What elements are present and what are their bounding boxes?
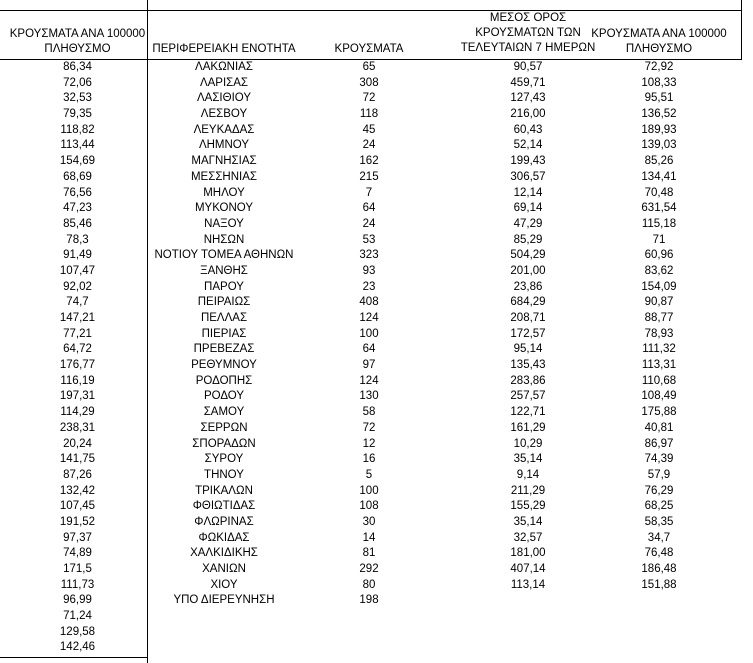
seven-day-average-cell: 60,43: [513, 123, 543, 136]
cases-cell: 58: [362, 406, 376, 419]
table-row: [0, 342, 753, 358]
table-row: [0, 327, 753, 343]
table-row: [0, 562, 753, 578]
table-row: [0, 154, 753, 170]
cases-cell: 100: [359, 484, 379, 497]
cases-cell: 64: [362, 343, 376, 356]
regional-unit-cell: ΧΑΛΚΙΔΙΚΗΣ: [190, 547, 258, 560]
cases-per-100k-right-cell: 76,48: [644, 547, 674, 560]
cases-cell: 108: [359, 500, 379, 513]
cases-cell: 7: [365, 186, 373, 199]
table-row: [0, 107, 753, 123]
cases-per-100k-left-cell: 113,44: [60, 139, 95, 152]
cases-per-100k-left-cell: 238,31: [59, 421, 96, 434]
cases-per-100k-left-cell: 141,75: [59, 453, 96, 466]
header-7-day-average-line3: ΤΕΛΕΥΤΑΙΩΝ 7 ΗΜΕΡΩΝ: [460, 42, 596, 54]
cases-per-100k-left-cell: 197,31: [59, 390, 96, 403]
cases-per-100k-right-cell: 74,39: [644, 453, 674, 466]
cases-per-100k-left-cell: 77,21: [63, 327, 92, 340]
table-body: [0, 60, 753, 656]
seven-day-average-cell: 199,43: [510, 155, 546, 168]
cases-per-100k-left-cell: 68,69: [63, 170, 92, 183]
table-row: [0, 123, 753, 139]
regional-unit-cell: ΣΠΟΡΑΔΩΝ: [192, 437, 256, 450]
cases-per-100k-right-cell: 108,33: [641, 76, 677, 89]
cases-cell: 97: [362, 359, 376, 372]
cases-per-100k-left-cell: 74,7: [66, 296, 89, 309]
table-row: [0, 76, 753, 92]
cases-cell: 80: [362, 578, 376, 591]
regional-unit-cell: ΡΟΔΟΠΗΣ: [195, 374, 253, 387]
cases-per-100k-left-cell: 147,21: [59, 312, 96, 324]
seven-day-average-cell: 257,57: [510, 390, 546, 403]
cases-per-100k-right-cell: 175,88: [641, 406, 677, 419]
table-row: [0, 264, 753, 280]
seven-day-average-cell: 12,14: [513, 186, 543, 199]
cases-cell: 16: [362, 453, 376, 466]
cases-per-100k-right-cell: 186,48: [641, 563, 677, 575]
regional-unit-cell: ΠΕΙΡΑΙΩΣ: [197, 296, 251, 309]
table-row: [0, 405, 753, 421]
table-row: [0, 640, 753, 656]
cases-per-100k-left-cell: 20,24: [63, 437, 92, 450]
cases-per-100k-right-cell: 86,97: [644, 437, 674, 450]
regional-unit-cell: ΛΑΡΙΣΑΣ: [199, 76, 249, 89]
cases-cell: 124: [359, 374, 379, 387]
cases-per-100k-left-cell: 111,73: [60, 578, 95, 591]
table-row: [0, 421, 753, 437]
cases-per-100k-right-cell: 189,93: [641, 123, 677, 136]
seven-day-average-cell: 32,57: [513, 531, 543, 544]
cases-cell: 130: [359, 390, 379, 403]
regional-unit-cell: ΦΩΚΙΔΑΣ: [198, 531, 250, 544]
regional-unit-cell: ΛΑΣΙΘΙΟΥ: [196, 92, 252, 105]
regional-unit-cell: ΝΑΞΟΥ: [204, 217, 244, 230]
regional-unit-cell: ΝΗΣΩΝ: [203, 233, 245, 246]
seven-day-average-cell: 306,57: [510, 170, 546, 183]
table-row: [0, 138, 753, 154]
regional-unit-cell: ΤΡΙΚΑΛΩΝ: [195, 484, 253, 497]
cases-per-100k-right-cell: 57,9: [647, 468, 671, 481]
cases-per-100k-left-cell: 76,56: [63, 186, 92, 199]
cases-per-100k-right-cell: 90,87: [644, 296, 674, 309]
cases-cell: 308: [359, 76, 379, 89]
seven-day-average-cell: 504,29: [510, 249, 546, 262]
seven-day-average-cell: 684,29: [510, 296, 546, 309]
cases-per-100k-left-cell: 107,47: [59, 264, 96, 277]
regional-unit-cell: ΣΥΡΟΥ: [204, 453, 244, 466]
seven-day-average-cell: 208,71: [510, 312, 546, 324]
cases-per-100k-left-cell: 97,37: [63, 531, 92, 544]
cases-per-100k-right-cell: 115,18: [641, 217, 677, 230]
cases-per-100k-right-cell: 34,7: [647, 531, 671, 544]
cases-per-100k-right-cell: 108,49: [641, 390, 677, 403]
seven-day-average-cell: 90,57: [513, 61, 543, 73]
cases-per-100k-right-cell: 70,48: [644, 186, 674, 199]
cases-cell: 323: [359, 249, 379, 262]
header-regional-unit: [148, 42, 300, 57]
seven-day-average-cell: 113,14: [510, 578, 546, 591]
cases-per-100k-right-cell: 72,92: [644, 61, 674, 73]
table-row: [0, 186, 753, 202]
cases-per-100k-left-cell: 78,3: [66, 233, 89, 246]
regional-unit-cell: ΣΕΡΡΩΝ: [200, 421, 248, 434]
cases-per-100k-right-cell: 85,26: [644, 155, 674, 168]
header-cases-text: ΚΡΟΥΣΜΑΤΑ: [334, 43, 404, 55]
cases-per-100k-left-cell: 96,99: [63, 594, 92, 607]
cases-per-100k-right-cell: 154,09: [641, 280, 677, 293]
seven-day-average-cell: 122,71: [510, 406, 546, 419]
cases-cell: 72: [362, 92, 376, 105]
cases-per-100k-left-cell: 87,26: [63, 468, 92, 481]
regional-unit-cell: ΧΑΝΙΩΝ: [202, 563, 246, 575]
header-cases-per-100k-left-line1: ΚΡΟΥΣΜΑΤΑ ΑΝΑ 100000: [9, 28, 146, 40]
table-row: [0, 358, 753, 374]
seven-day-average-cell: 35,14: [513, 515, 543, 528]
table-row: [0, 593, 753, 609]
cases-cell: 72: [362, 421, 376, 434]
cases-per-100k-right-cell: 95,51: [644, 92, 674, 105]
table-row: [0, 531, 753, 547]
regional-unit-cell: ΛΕΣΒΟΥ: [200, 108, 248, 121]
cases-per-100k-left-cell: 118,82: [60, 123, 95, 136]
cases-cell: 30: [362, 515, 376, 528]
cases-per-100k-left-cell: 79,35: [63, 108, 92, 121]
regional-unit-cell: ΡΕΘΥΜΝΟΥ: [191, 359, 257, 372]
cases-per-100k-right-cell: 111,32: [642, 343, 676, 356]
seven-day-average-cell: 85,29: [513, 233, 543, 246]
cases-per-100k-left-cell: 171,5: [63, 563, 92, 575]
regional-unit-cell: ΞΑΝΘΗΣ: [200, 264, 248, 277]
cases-cell: 81: [362, 547, 376, 560]
regional-unit-cell: ΡΟΔΟΥ: [203, 390, 245, 403]
cases-cell: 45: [362, 123, 376, 136]
cases-per-100k-right-cell: 88,77: [644, 312, 674, 324]
cases-per-100k-left-cell: 91,49: [63, 249, 92, 262]
cases-per-100k-right-cell: 76,29: [644, 484, 674, 497]
cases-cell: 100: [359, 327, 379, 340]
cases-cell: 5: [365, 468, 373, 481]
left-column-bottom-border: [0, 657, 148, 658]
table-row: [0, 60, 753, 76]
seven-day-average-cell: 9,14: [516, 468, 540, 481]
cases-per-100k-right-cell: 83,62: [644, 264, 674, 277]
cases-cell: 53: [362, 233, 376, 246]
table-row: [0, 468, 753, 484]
table-row: [0, 499, 753, 515]
top-border: [0, 10, 742, 11]
seven-day-average-cell: 47,29: [513, 217, 543, 230]
regional-unit-cell: ΜΕΣΣΗΝΙΑΣ: [190, 170, 258, 183]
seven-day-average-cell: 407,14: [510, 563, 546, 575]
header-cases-per-100k-left-line2: ΠΛΗΘΥΣΜΟ: [44, 43, 111, 55]
cases-per-100k-right-cell: 139,03: [641, 139, 677, 152]
seven-day-average-cell: 459,71: [510, 76, 546, 89]
cases-per-100k-left-cell: 116,19: [60, 374, 95, 387]
regional-unit-cell: ΜΥΚΟΝΟΥ: [194, 202, 254, 215]
cases-cell: 14: [362, 531, 376, 544]
cases-per-100k-right-cell: 110,68: [641, 374, 677, 387]
header-7-day-average-line2: ΚΡΟΥΣΜΑΤΩΝ ΤΩΝ: [475, 27, 581, 39]
cases-per-100k-right-cell: 151,88: [641, 578, 677, 591]
table-row: [0, 609, 753, 625]
seven-day-average-cell: 201,00: [510, 264, 546, 277]
table-row: [0, 515, 753, 531]
seven-day-average-cell: 161,29: [510, 421, 546, 434]
regional-unit-cell: ΝΟΤΙΟΥ ΤΟΜΕΑ ΑΘΗΝΩΝ: [154, 249, 294, 262]
regional-unit-cell: ΦΛΩΡΙΝΑΣ: [194, 515, 254, 528]
cases-cell: 162: [359, 155, 379, 168]
cases-cell: 198: [359, 594, 379, 607]
seven-day-average-cell: 135,43: [510, 359, 546, 372]
regional-unit-cell: ΦΘΙΩΤΙΔΑΣ: [192, 500, 256, 513]
cases-cell: 124: [359, 312, 379, 324]
table-row: [0, 389, 753, 405]
seven-day-average-cell: 95,14: [513, 343, 543, 356]
cases-per-100k-left-cell: 32,53: [63, 92, 92, 105]
cases-cell: 23: [362, 280, 376, 293]
seven-day-average-cell: 216,00: [510, 108, 546, 121]
regional-unit-cell: ΠΡΕΒΕΖΑΣ: [193, 343, 255, 356]
cases-per-100k-left-cell: 64,72: [63, 343, 92, 356]
table-row: [0, 248, 753, 264]
regional-unit-cell: ΠΙΕΡΙΑΣ: [201, 327, 247, 340]
header-regional-unit-text: ΠΕΡΙΦΕΡΕΙΑΚΗ ΕΝΟΤΗΤΑ: [152, 43, 296, 55]
cases-cell: 65: [362, 61, 376, 73]
regional-unit-cell: ΣΑΜΟΥ: [203, 406, 245, 419]
seven-day-average-cell: 127,43: [510, 92, 546, 105]
cases-per-100k-left-cell: 86,34: [63, 61, 92, 73]
cases-per-100k-right-cell: 58,35: [644, 515, 674, 528]
cases-cell: 24: [362, 217, 376, 230]
cases-per-100k-left-cell: 132,42: [59, 484, 96, 497]
table-row: [0, 374, 753, 390]
header-cases-per-100k-right-line2: ΠΛΗΘΥΣΜΟ: [625, 43, 693, 55]
cases-per-100k-right-cell: 60,96: [644, 249, 674, 262]
table-row: [0, 484, 753, 500]
seven-day-average-cell: 10,29: [513, 437, 543, 450]
regional-unit-cell: ΛΑΚΩΝΙΑΣ: [195, 61, 253, 73]
regional-unit-cell: ΛΗΜΝΟΥ: [198, 139, 250, 152]
table-row: [0, 201, 753, 217]
cases-per-100k-right-cell: 631,54: [641, 202, 677, 215]
cases-per-100k-left-cell: 114,29: [60, 406, 95, 419]
seven-day-average-cell: 35,14: [513, 453, 543, 466]
cases-per-100k-right-cell: 136,52: [641, 108, 677, 121]
cases-per-100k-right-cell: 113,31: [641, 359, 677, 372]
right-edge-line: [741, 0, 742, 59]
table-row: [0, 280, 753, 296]
cases-cell: 12: [362, 437, 376, 450]
regional-unit-cell: ΠΕΛΛΑΣ: [200, 312, 248, 324]
table-row: [0, 295, 753, 311]
cases-per-100k-left-cell: 191,52: [59, 515, 96, 528]
cases-cell: 118: [359, 108, 379, 121]
table-row: [0, 233, 753, 249]
header-cases-per-100k-left: [6, 27, 149, 57]
cases-per-100k-left-cell: 154,69: [59, 155, 96, 168]
cases-per-100k-left-cell: 176,77: [59, 359, 96, 372]
regional-unit-cell: ΜΗΛΟΥ: [203, 186, 245, 199]
cases-per-100k-left-cell: 129,58: [59, 625, 96, 638]
regional-unit-cell: ΤΗΝΟΥ: [204, 468, 244, 481]
header-7-day-average-line1: ΜΕΣΟΣ ΟΡΟΣ: [489, 12, 567, 24]
cases-per-100k-left-cell: 74,89: [63, 547, 92, 560]
table-row: [0, 170, 753, 186]
regional-unit-cell: ΜΑΓΝΗΣΙΑΣ: [191, 155, 257, 168]
cases-per-100k-left-cell: 72,06: [63, 76, 92, 89]
seven-day-average-cell: 155,29: [510, 500, 546, 513]
seven-day-average-cell: 69,14: [513, 202, 543, 215]
seven-day-average-cell: 172,57: [510, 327, 546, 340]
cases-cell: 93: [362, 264, 376, 277]
cases-per-100k-right-cell: 40,81: [644, 421, 674, 434]
cases-per-100k-right-cell: 134,41: [641, 170, 677, 183]
regional-unit-cell: ΛΕΥΚΑΔΑΣ: [193, 123, 255, 136]
cases-per-100k-left-cell: 142,46: [59, 641, 96, 654]
cases-per-100k-left-cell: 71,24: [63, 610, 92, 623]
seven-day-average-cell: 23,86: [513, 280, 543, 293]
cases-per-100k-right-cell: 71: [652, 233, 666, 246]
cases-cell: 64: [362, 202, 376, 215]
table-row: [0, 452, 753, 468]
seven-day-average-cell: 283,86: [510, 374, 546, 387]
cases-per-100k-left-cell: 92,02: [63, 280, 92, 293]
cases-per-100k-left-cell: 47,23: [63, 202, 92, 215]
table-row: [0, 546, 753, 562]
table-row: [0, 625, 753, 641]
seven-day-average-cell: 211,29: [510, 484, 546, 497]
cases-cell: 292: [359, 563, 379, 575]
table-row: [0, 311, 753, 327]
cases-cell: 408: [359, 296, 379, 309]
cases-cell: 24: [362, 139, 376, 152]
seven-day-average-cell: 181,00: [510, 547, 546, 560]
regional-unit-cell: ΠΑΡΟΥ: [204, 280, 244, 293]
cases-per-100k-left-cell: 107,45: [59, 500, 96, 513]
cases-per-100k-right-cell: 78,93: [644, 327, 674, 340]
table-row: [0, 437, 753, 453]
header-cases-per-100k-right: [585, 27, 733, 57]
table-row: [0, 217, 753, 233]
regional-unit-cell: ΥΠΟ ΔΙΕΡΕΥΝΗΣΗ: [173, 594, 275, 607]
seven-day-average-cell: 52,14: [513, 139, 543, 152]
regional-unit-cell: ΧΙΟΥ: [210, 578, 238, 591]
cases-cell: 215: [359, 170, 379, 183]
table-row: [0, 91, 753, 107]
header-cases-per-100k-right-line1: ΚΡΟΥΣΜΑΤΑ ΑΝΑ 100000: [591, 28, 727, 40]
table-row: [0, 578, 753, 594]
cases-per-100k-right-cell: 68,25: [644, 500, 674, 513]
header-cases: [329, 42, 409, 57]
cases-per-100k-left-cell: 85,46: [63, 217, 92, 230]
